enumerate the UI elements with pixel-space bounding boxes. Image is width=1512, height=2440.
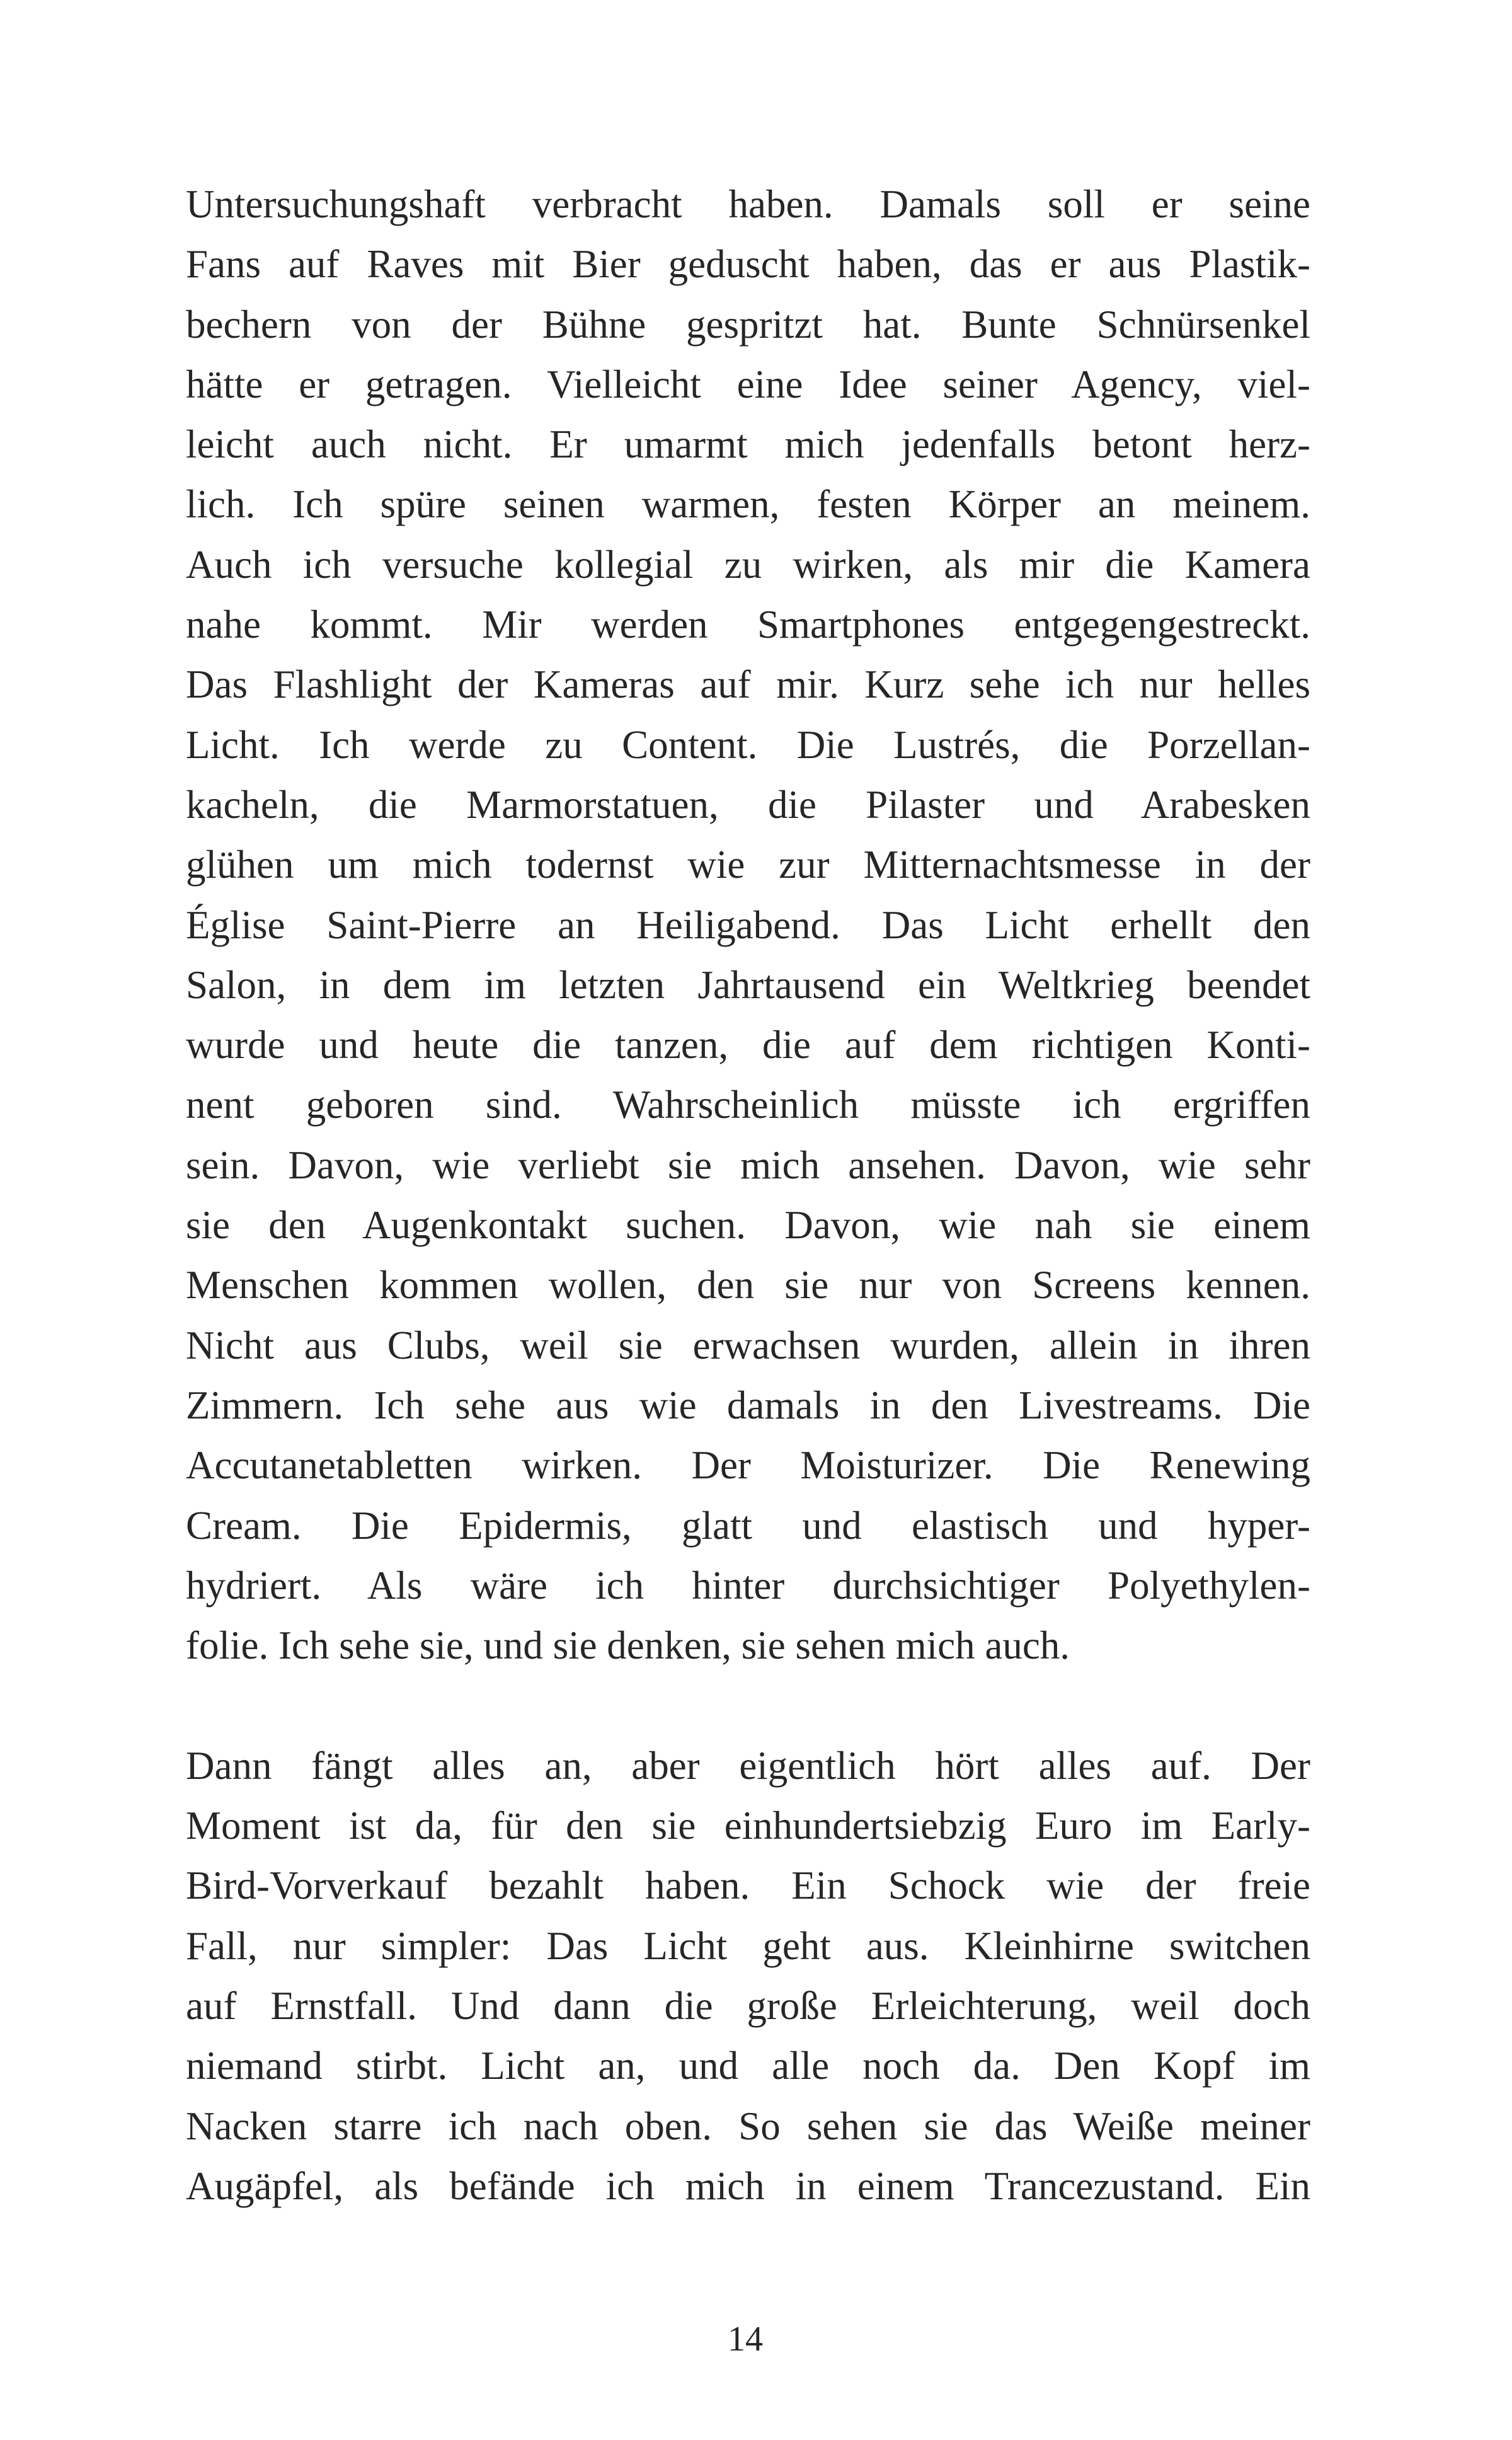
text-line: Nacken starre ich nach oben. So sehen sie das Weiße meiner xyxy=(186,2103,1310,2148)
text-line: hydriert. Als wäre ich hinter durchsichtiger Polyethylen- xyxy=(186,1563,1310,1608)
text-line: nent geboren sind. Wahrscheinlich müsste ich ergriffen xyxy=(186,1083,1310,1127)
text-line: auf Ernstfall. Und dann die große Erleichterung, weil doch xyxy=(186,1983,1310,2028)
text-line: Augäpfel, als befände ich mich in einem Trancezustand. Ein xyxy=(186,2163,1310,2208)
text-line: Accutanetabletten wirken. Der Moisturizer. Die Renewing xyxy=(186,1443,1310,1488)
body-text xyxy=(186,175,1310,2216)
text-line: Dann fängt alles an, aber eigentlich hört alles auf. Der xyxy=(186,1743,1310,1788)
text-line: leicht auch nicht. Er umarmt mich jedenfalls betont herz- xyxy=(186,422,1310,467)
text-line: Auch ich versuche kollegial zu wirken, als mir die Kamera xyxy=(186,542,1310,587)
text-line: Nicht aus Clubs, weil sie erwachsen wurden, allein in ihren xyxy=(186,1323,1310,1367)
text-line: Fans auf Raves mit Bier geduscht haben, das er aus Plastik- xyxy=(186,242,1310,287)
text-line: Moment ist da, für den sie einhundertsiebzig Euro im Early- xyxy=(186,1804,1310,1848)
text-line: Salon, in dem im letzten Jahrtausend ein Weltkrieg beendet xyxy=(186,962,1310,1007)
text-line: kacheln, die Marmorstatuen, die Pilaster und Arabesken xyxy=(186,782,1310,827)
text-line: hätte er getragen. Vielleicht eine Idee seiner Agency, viel- xyxy=(186,362,1310,406)
text-line: wurde und heute die tanzen, die auf dem richtigen Konti- xyxy=(186,1023,1310,1068)
text-line: Bird-Vorverkauf bezahlt haben. Ein Schock wie der freie xyxy=(186,1863,1310,1908)
text-line: niemand stirbt. Licht an, und alle noch da. Den Kopf im xyxy=(186,2044,1310,2088)
text-line: folie. Ich sehe sie, und sie denken, sie sehen mich auch. xyxy=(186,1623,1070,1668)
text-line: Untersuchungshaft verbracht haben. Damals soll er seine xyxy=(186,182,1310,226)
paragraph xyxy=(186,1736,1310,2216)
page-number: 14 xyxy=(728,2320,763,2359)
text-line: bechern von der Bühne gespritzt hat. Bunte Schnürsenkel xyxy=(186,302,1310,347)
text-line: Licht. Ich werde zu Content. Die Lustrés, die Porzellan- xyxy=(186,722,1310,767)
text-line: lich. Ich spüre seinen warmen, festen Körper an meinem. xyxy=(186,482,1310,527)
text-line: Zimmern. Ich sehe aus wie damals in den Livestreams. Die xyxy=(186,1383,1310,1427)
text-line: Cream. Die Epidermis, glatt und elastisch und hyper- xyxy=(186,1503,1310,1548)
text-line: glühen um mich todernst wie zur Mitternachtsmesse in der xyxy=(186,843,1310,887)
text-line: nahe kommt. Mir werden Smartphones entgegengestreckt. xyxy=(186,602,1310,647)
text-line: Das Flashlight der Kameras auf mir. Kurz sehe ich nur helles xyxy=(186,662,1310,707)
text-line: sein. Davon, wie verliebt sie mich ansehen. Davon, wie sehr xyxy=(186,1142,1310,1187)
text-line: Église Saint-Pierre an Heiligabend. Das Licht erhellt den xyxy=(186,902,1310,947)
text-line: Fall, nur simpler: Das Licht geht aus. Kleinhirne switchen xyxy=(186,1923,1310,1968)
paragraph xyxy=(186,175,1310,1676)
text-line: sie den Augenkontakt suchen. Davon, wie nah sie einem xyxy=(186,1203,1310,1248)
text-line: Menschen kommen wollen, den sie nur von Screens kennen. xyxy=(186,1263,1310,1308)
